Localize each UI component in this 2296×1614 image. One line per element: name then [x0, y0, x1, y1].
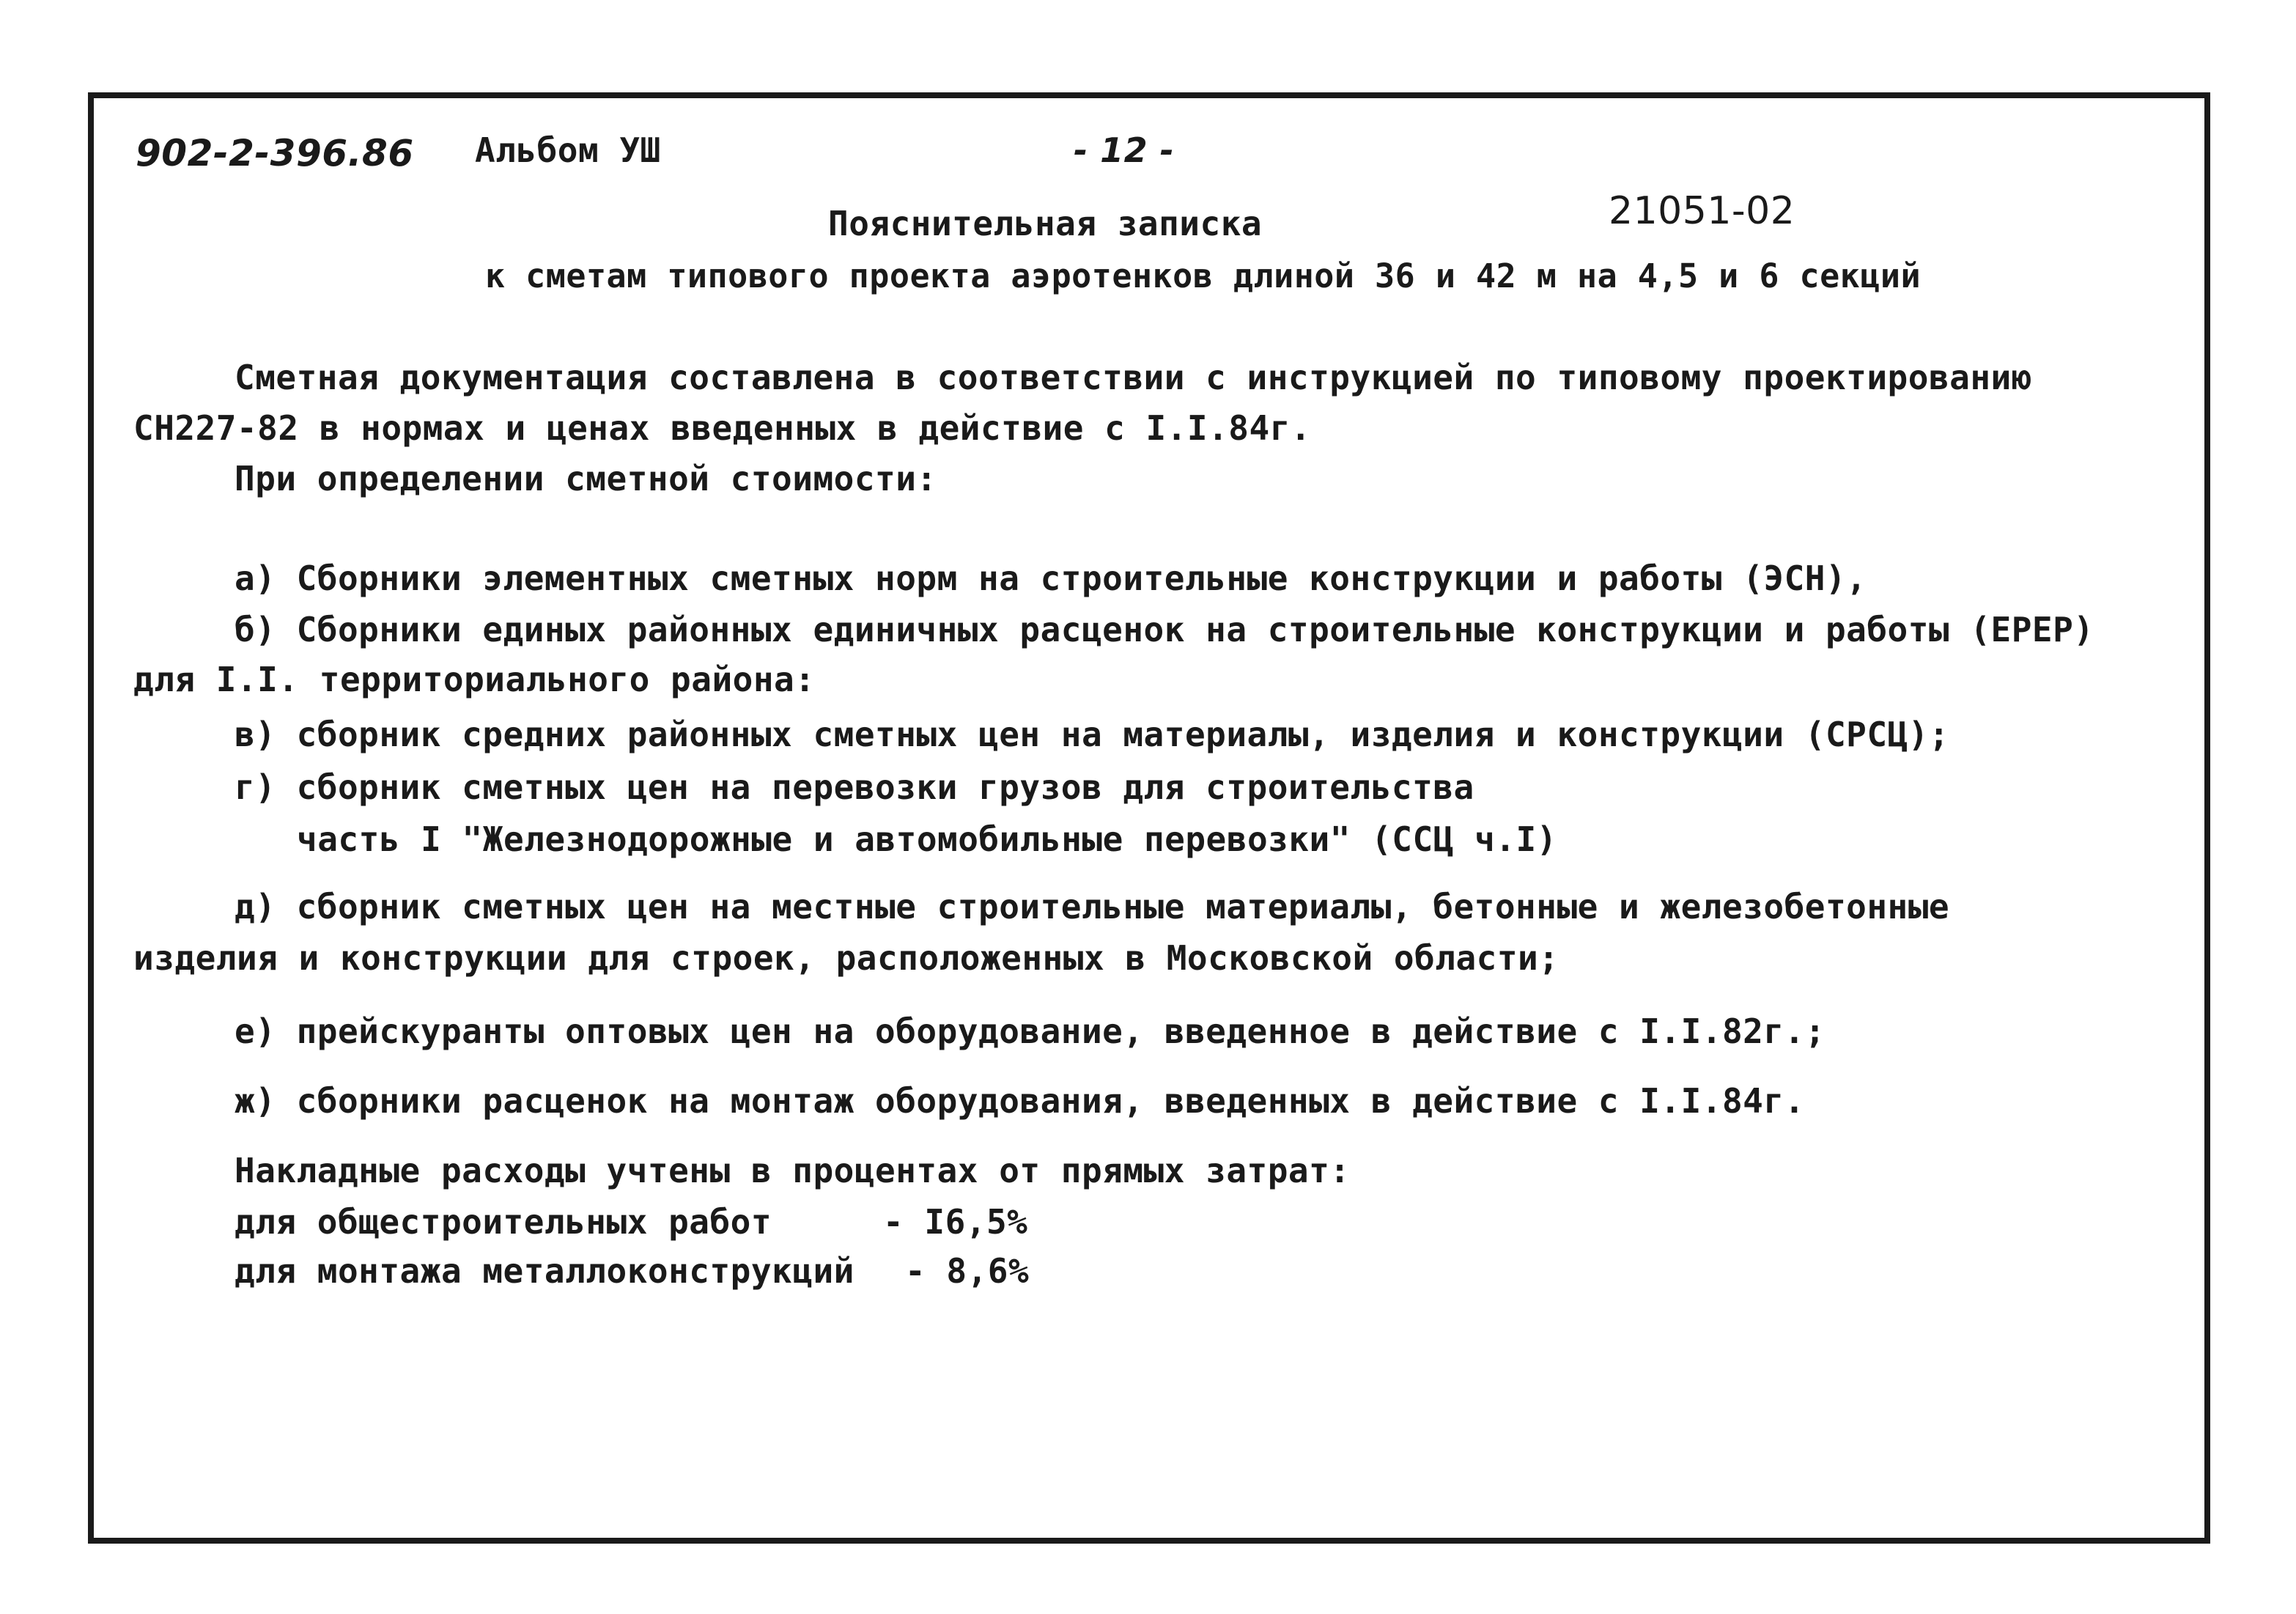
- list-item-zh: ж) сборники расценок на монтаж оборудования, введенных в действие с I.I.84г.: [235, 1081, 1805, 1121]
- document-title: Пояснительная записка: [828, 204, 1263, 243]
- intro-paragraph-line-2: СН227-82 в нормах и ценах введенных в действие с I.I.84г.: [133, 408, 1312, 448]
- overhead-metal-value: - 8,6%: [905, 1251, 1030, 1291]
- list-item-v: в) сборник средних районных сметных цен на материалы, изделия и конструкции (СРСЦ);: [235, 715, 1950, 754]
- list-item-b-line-1: б) Сборники единых районных единичных расценок на строительные конструкции и работы (ЕРЕР): [235, 610, 2094, 649]
- page-border-frame: [88, 92, 2210, 1544]
- overhead-heading: Накладные расходы учтены в процентах от прямых затрат:: [235, 1151, 1351, 1190]
- album-label: Альбом УШ: [475, 130, 661, 170]
- document-subtitle: к сметам типового проекта аэротенков длиной 36 и 42 м на 4,5 и 6 секций: [485, 257, 1922, 295]
- list-item-d-line-2: изделия и конструкции для строек, расположенных в Московской области;: [133, 938, 1559, 978]
- intro-paragraph-line-1: Сметная документация составлена в соответствии с инструкцией по типовому проектированию: [235, 358, 2032, 397]
- list-item-g-line-1: г) сборник сметных цен на перевозки грузов для строительства: [235, 767, 1474, 807]
- overhead-general-label: для общестроительных работ: [235, 1202, 772, 1242]
- definition-heading: При определении сметной стоимости:: [235, 459, 937, 498]
- project-code: 902-2-396.86: [136, 132, 414, 174]
- overhead-metal-label: для монтажа металлоконструкций: [235, 1251, 854, 1291]
- list-item-g-line-2: часть I "Железнодорожные и автомобильные перевозки" (ССЦ ч.I): [297, 819, 1557, 859]
- document-number: 21051-02: [1609, 189, 1795, 233]
- list-item-b-line-2: для I.I. территориального района:: [133, 660, 816, 699]
- overhead-general-value: - I6,5%: [883, 1202, 1028, 1242]
- page-number: - 12 -: [1074, 130, 1175, 170]
- list-item-d-line-1: д) сборник сметных цен на местные строительные материалы, бетонные и железобетонные: [235, 887, 1950, 926]
- list-item-a: а) Сборники элементных сметных норм на строительные конструкции и работы (ЭСН),: [235, 559, 1867, 598]
- list-item-e: е) прейскуранты оптовых цен на оборудование, введенное в действие с I.I.82г.;: [235, 1011, 1826, 1051]
